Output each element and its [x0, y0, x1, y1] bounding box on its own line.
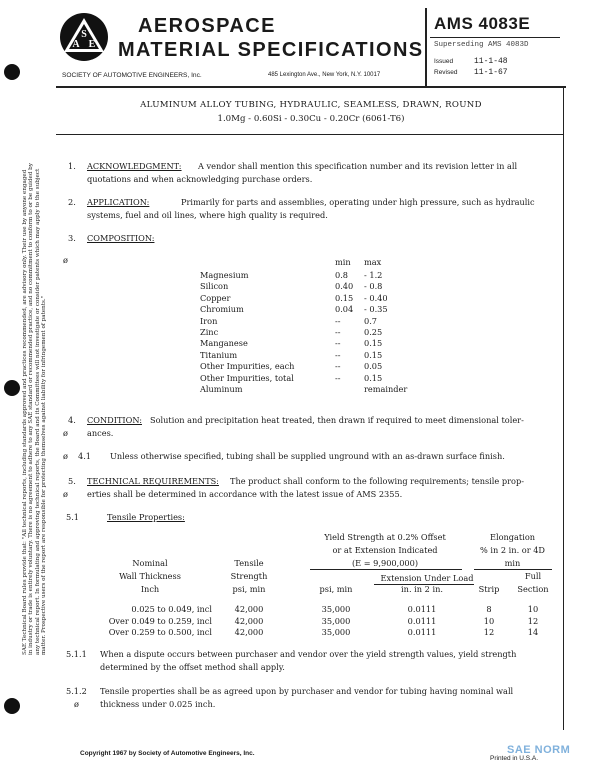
- th-extension-line2: in. in 2 in.: [401, 584, 443, 594]
- composition-min: --: [335, 327, 341, 337]
- composition-element: Silicon: [200, 281, 229, 292]
- composition-max: 0.25: [364, 327, 383, 337]
- composition-max: 0.15: [364, 372, 383, 383]
- th-yield-psi-min: psi, min: [319, 584, 353, 594]
- s3-revision-mark: ø: [63, 255, 68, 265]
- cell-thickness: Over 0.259 to 0.500, incl: [108, 627, 212, 637]
- composition-max: - 0.8: [364, 281, 383, 292]
- binder-hole-middle: [4, 380, 20, 396]
- binder-hole-top: [4, 64, 20, 80]
- cell-thickness: 0.025 to 0.049, incl: [131, 604, 212, 614]
- s512-text-line2: thickness under 0.025 inch.: [100, 699, 216, 709]
- composition-min: 0.8: [335, 270, 349, 280]
- header-org-line1: AEROSPACE: [138, 15, 276, 37]
- s3-number: 3.: [68, 233, 76, 243]
- th-elong-line1: Elongation: [489, 532, 536, 542]
- s2-heading: APPLICATION:: [87, 197, 150, 207]
- composition-element: Other Impurities, total: [200, 372, 294, 383]
- cell-full-section: 10: [527, 604, 539, 614]
- cell-yield: 35,000: [321, 627, 351, 637]
- th-yield-line3: (E = 9,900,000): [351, 558, 419, 568]
- cell-thickness: Over 0.049 to 0.259, incl: [108, 615, 212, 626]
- s51-number: 5.1: [66, 512, 80, 522]
- binder-hole-bottom: [4, 698, 20, 714]
- s512-revision-mark: ø: [74, 699, 79, 709]
- s1-heading: ACKNOWLEDGMENT:: [87, 161, 182, 171]
- composition-max-label: max: [364, 257, 382, 267]
- logo-letter-a: A: [72, 39, 80, 50]
- composition-max: - 1.2: [364, 270, 383, 280]
- header-society: SOCIETY OF AUTOMOTIVE ENGINEERS, Inc.: [62, 72, 202, 79]
- th-strip: Strip: [478, 584, 500, 594]
- composition-max: 0.15: [364, 338, 383, 349]
- s2-text-line1: Primarily for parts and assemblies, operating under high pressure, such as hydraulic: [181, 197, 535, 207]
- th-full: Full: [524, 571, 542, 581]
- s3-heading: COMPOSITION:: [87, 233, 155, 243]
- composition-element: Magnesium: [200, 270, 249, 280]
- watermark-sae-norm: SAE NORM: [507, 744, 571, 756]
- th-strength: Strength: [230, 571, 268, 581]
- s512-text-line1: Tensile properties shall be as agreed upon by purchaser and vendor for tubing having nominal wall: [100, 686, 514, 696]
- document-title: ALUMINUM ALLOY TUBING, HYDRAULIC, SEAMLESS, DRAWN, ROUND: [140, 100, 482, 110]
- legal-line-1: SAE Technical Board rules provide that: "All technical reports, including standards approved and practices recommended, are advisory only. Their use by anyone engaged: [22, 169, 28, 655]
- cell-tensile: 42,000: [234, 627, 264, 637]
- composition-element: Zinc: [200, 327, 219, 337]
- cell-extension: 0.0111: [407, 627, 437, 637]
- cell-tensile: 42,000: [234, 604, 264, 614]
- composition-element: Aluminum: [200, 384, 243, 394]
- cell-yield: 35,000: [321, 604, 351, 614]
- s4-text-line1: Solution and precipitation heat treated, then drawn if required to meet dimensional toler-: [150, 415, 524, 425]
- s51-heading: Tensile Properties:: [107, 512, 185, 522]
- s41-revision-mark: ø: [63, 451, 68, 461]
- legal-line-3: any technical report. In formulating and approving technical reports, the Board and its Committees will not investigate or consider patents which may apply to the subject: [34, 168, 41, 655]
- composition-element: Copper: [200, 292, 231, 303]
- composition-min: --: [335, 361, 341, 372]
- superseding: Superseding AMS 4083D: [434, 41, 529, 49]
- s511-number: 5.1.1: [66, 649, 87, 659]
- composition-min: --: [335, 338, 341, 349]
- th-wall-thickness: Wall Thickness: [119, 571, 181, 581]
- s41-number: 4.1: [78, 451, 92, 461]
- s4-number: 4.: [68, 415, 76, 425]
- s5-text-line2: erties shall be determined in accordance with the latest issue of AMS 2355.: [87, 489, 403, 499]
- sae-logo-icon: [59, 12, 109, 62]
- th-tensile-psi-min: psi, min: [232, 584, 266, 594]
- header-rule: [56, 86, 566, 88]
- s512-number: 5.1.2: [66, 686, 87, 696]
- s4-revision-mark: ø: [63, 428, 68, 438]
- s511-text-line2: determined by the offset method shall apply.: [100, 662, 285, 672]
- legal-line-2: in industry or trade is entirely voluntary. There is no agreement to adhere to any SAE standard or recommended practice, and no commitment to conform to or be guided by: [28, 163, 35, 655]
- cell-extension: 0.0111: [407, 604, 437, 614]
- th-inch: Inch: [140, 584, 160, 594]
- spec-number: AMS 4083E: [434, 14, 531, 33]
- th-yield-line1: Yield Strength at 0.2% Offset: [324, 532, 446, 542]
- composition-min: 0.15: [335, 292, 354, 303]
- sae-logo: [59, 12, 109, 62]
- cell-strip: 10: [483, 615, 495, 626]
- composition-element: Chromium: [200, 304, 244, 315]
- s1-text-line2: quotations and when acknowledging purchase orders.: [87, 174, 313, 184]
- s5-text-line1: The product shall conform to the following requirements; tensile prop-: [230, 476, 524, 486]
- logo-letter-s: S: [81, 29, 87, 40]
- header-org-line2: MATERIAL SPECIFICATIONS: [118, 39, 424, 61]
- composition-min: 0.04: [335, 304, 354, 315]
- header-divider-vertical: [425, 8, 427, 86]
- composition-element: Iron: [200, 315, 218, 326]
- composition-element: Titanium: [200, 349, 238, 360]
- footer-copyright: Copyright 1967 by Society of Automotive Engineers, Inc.: [80, 750, 255, 757]
- th-section: Section: [517, 584, 549, 594]
- s511-text-line1: When a dispute occurs between purchaser and vendor over the yield strength values, yield strength: [100, 649, 517, 659]
- th-tensile: Tensile: [234, 558, 264, 568]
- s4-heading: CONDITION:: [87, 415, 142, 425]
- composition-min: --: [335, 349, 341, 360]
- revised-label: Revised: [434, 69, 458, 76]
- composition-max: remainder: [364, 384, 408, 394]
- document-subtitle: 1.0Mg - 0.60Si - 0.30Cu - 0.20Cr (6061-T6): [217, 114, 405, 124]
- th-yield-rule: [310, 569, 462, 570]
- s5-heading: TECHNICAL REQUIREMENTS:: [87, 476, 219, 486]
- s1-text-line1: A vendor shall mention this specification number and its revision letter in all: [198, 161, 518, 171]
- th-elong-line3: min: [504, 558, 521, 568]
- composition-element: Other Impurities, each: [200, 361, 295, 372]
- cell-extension: 0.0111: [407, 615, 437, 626]
- composition-min: --: [335, 315, 341, 326]
- issued-label: Issued: [434, 58, 454, 65]
- side-legal-notice: [22, 95, 48, 655]
- th-extension-line1: Extension Under Load: [380, 573, 474, 583]
- cell-yield: 35,000: [321, 615, 351, 626]
- composition-max: 0.7: [364, 315, 378, 326]
- revised-date: 11-1-67: [474, 68, 508, 77]
- cell-tensile: 42,000: [234, 615, 264, 626]
- composition-max: 0.05: [364, 361, 383, 372]
- s1-number: 1.: [68, 161, 76, 171]
- cell-strip: 12: [483, 627, 495, 637]
- issued-date: 11-1-48: [474, 57, 508, 66]
- cell-full-section: 14: [527, 627, 539, 637]
- legal-line-4: matter. Prospective users of the report are responsible for protecting themselves against liability for infringement of patents.": [41, 295, 48, 655]
- composition-max: - 0.35: [364, 304, 388, 315]
- th-nominal: Nominal: [132, 558, 168, 568]
- composition-min-label: min: [335, 257, 351, 267]
- page-right-rule: [563, 86, 564, 730]
- footer-printed: Printed in U.S.A.: [490, 755, 539, 762]
- title-rule: [56, 134, 564, 135]
- composition-min: --: [335, 372, 341, 383]
- s5-revision-mark: ø: [63, 489, 68, 499]
- composition-element: Manganese: [200, 338, 248, 349]
- s2-number: 2.: [68, 197, 76, 207]
- composition-max: - 0.40: [364, 292, 388, 303]
- header-address: 485 Lexington Ave., New York, N.Y. 10017: [268, 72, 381, 78]
- th-yield-line2: or at Extension Indicated: [332, 545, 438, 555]
- cell-full-section: 12: [527, 615, 539, 626]
- s4-text-line2: ances.: [87, 428, 114, 438]
- s2-text-line2: systems, fuel and oil lines, where high quality is required.: [87, 210, 328, 220]
- cell-strip: 8: [486, 604, 492, 614]
- s41-text: Unless otherwise specified, tubing shall be supplied unground with an as-drawn surface finish.: [110, 451, 505, 461]
- logo-letter-e: E: [88, 39, 96, 50]
- spec-number-rule: [430, 37, 560, 38]
- th-elong-line2: % in 2 in. or 4D: [479, 545, 545, 555]
- s5-number: 5.: [68, 476, 76, 486]
- composition-min: 0.40: [335, 281, 354, 292]
- composition-max: 0.15: [364, 349, 383, 360]
